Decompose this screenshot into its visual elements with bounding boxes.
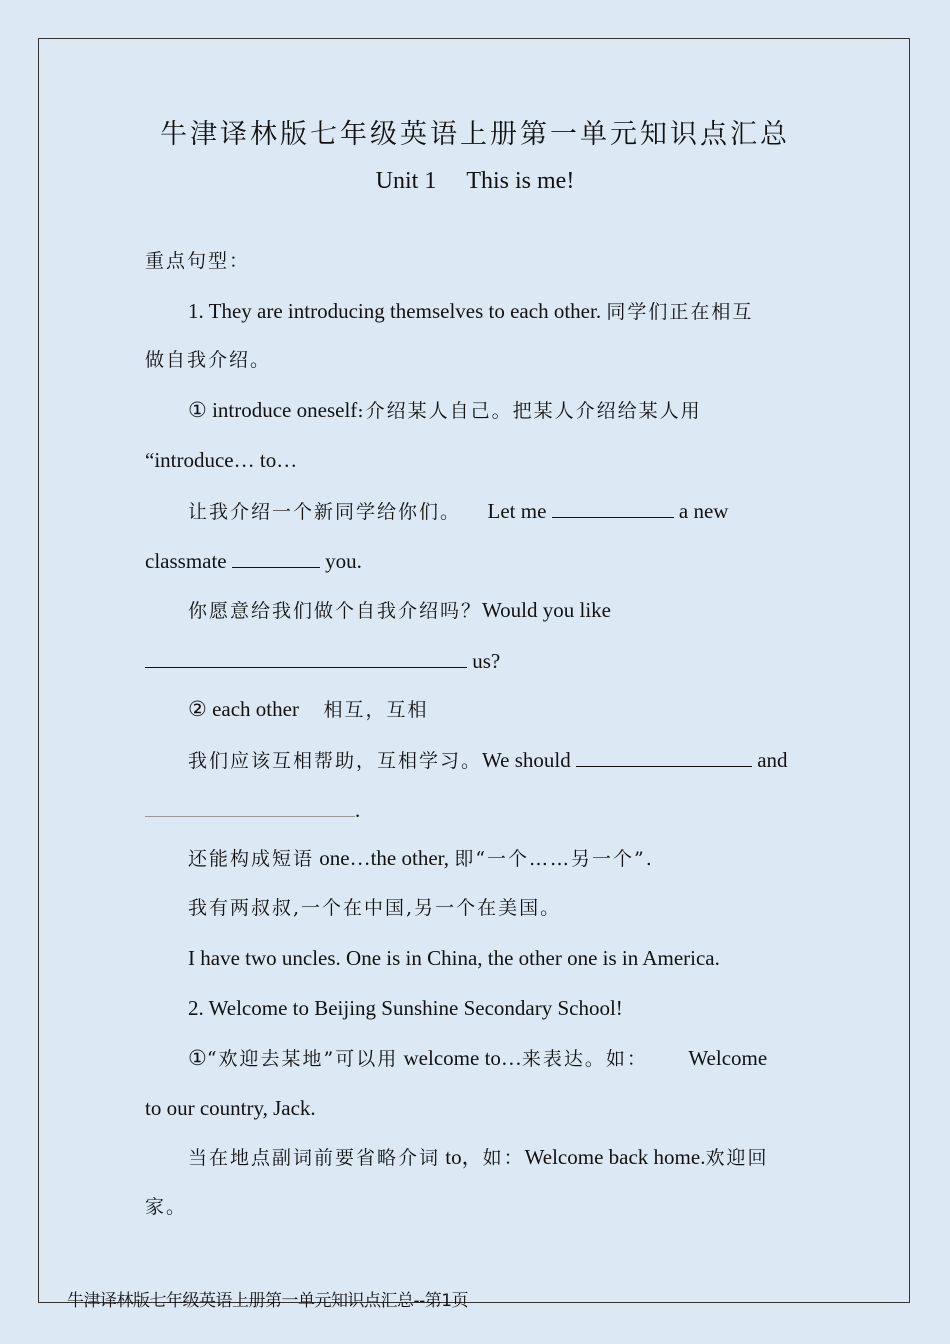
section-heading: 重点句型： [145, 250, 251, 272]
paragraph-12-cont: 家。 [145, 1196, 188, 1218]
paragraph-11: ①“欢迎去某地”可以用 welcome to…来表达。如： Welcome [188, 1046, 768, 1070]
fill-blank[interactable] [145, 794, 355, 817]
paragraph-4-cont: us? [145, 645, 500, 676]
paragraph-8: 我有两叔叔,一个在中国,另一个在美国。 [188, 897, 562, 919]
paragraph-5: ② each other 相互，互相 [188, 697, 429, 721]
paragraph-4: 你愿意给我们做个自我介绍吗？Would you like [188, 598, 611, 622]
paragraph-12: 当在地点副词前要省略介词 to，如：Welcome back home.欢迎回 [188, 1145, 769, 1169]
paragraph-1: 1. They are introducing themselves to each other. 同学们正在相互 [188, 299, 754, 323]
paragraph-9: I have two uncles. One is in China, the other one is in America. [188, 946, 720, 970]
fill-blank[interactable] [576, 744, 752, 767]
paragraph-3: 让我介绍一个新同学给你们。 Let me a new [188, 495, 728, 527]
paragraph-3-cont: classmate you. [145, 545, 362, 576]
fill-blank[interactable] [145, 645, 467, 668]
paragraph-7: 还能构成短语 one…the other, 即“一个……另一个”. [188, 846, 654, 870]
paragraph-2-cont: “introduce… to… [145, 448, 298, 472]
paragraph-6-cont: . [145, 794, 360, 825]
paragraph-2: ① introduce oneself:介绍某人自己。把某人介绍给某人用 [188, 398, 702, 422]
unit-name: This is me! [466, 168, 575, 194]
paragraph-10: 2. Welcome to Beijing Sunshine Secondary School! [188, 996, 623, 1020]
document-title: 牛津译林版七年级英语上册第一单元知识点汇总 [160, 119, 790, 150]
paragraph-1-cont: 做自我介绍。 [145, 349, 272, 371]
page-footer: 牛津译林版七年级英语上册第一单元知识点汇总--第1页 [67, 1291, 469, 1311]
unit-label: Unit 1 [375, 168, 437, 194]
fill-blank[interactable] [232, 545, 320, 568]
paragraph-11-cont: to our country, Jack. [145, 1096, 316, 1120]
document-subtitle [0, 168, 950, 195]
fill-blank[interactable] [552, 495, 674, 518]
paragraph-6: 我们应该互相帮助，互相学习。We should and [188, 744, 788, 776]
